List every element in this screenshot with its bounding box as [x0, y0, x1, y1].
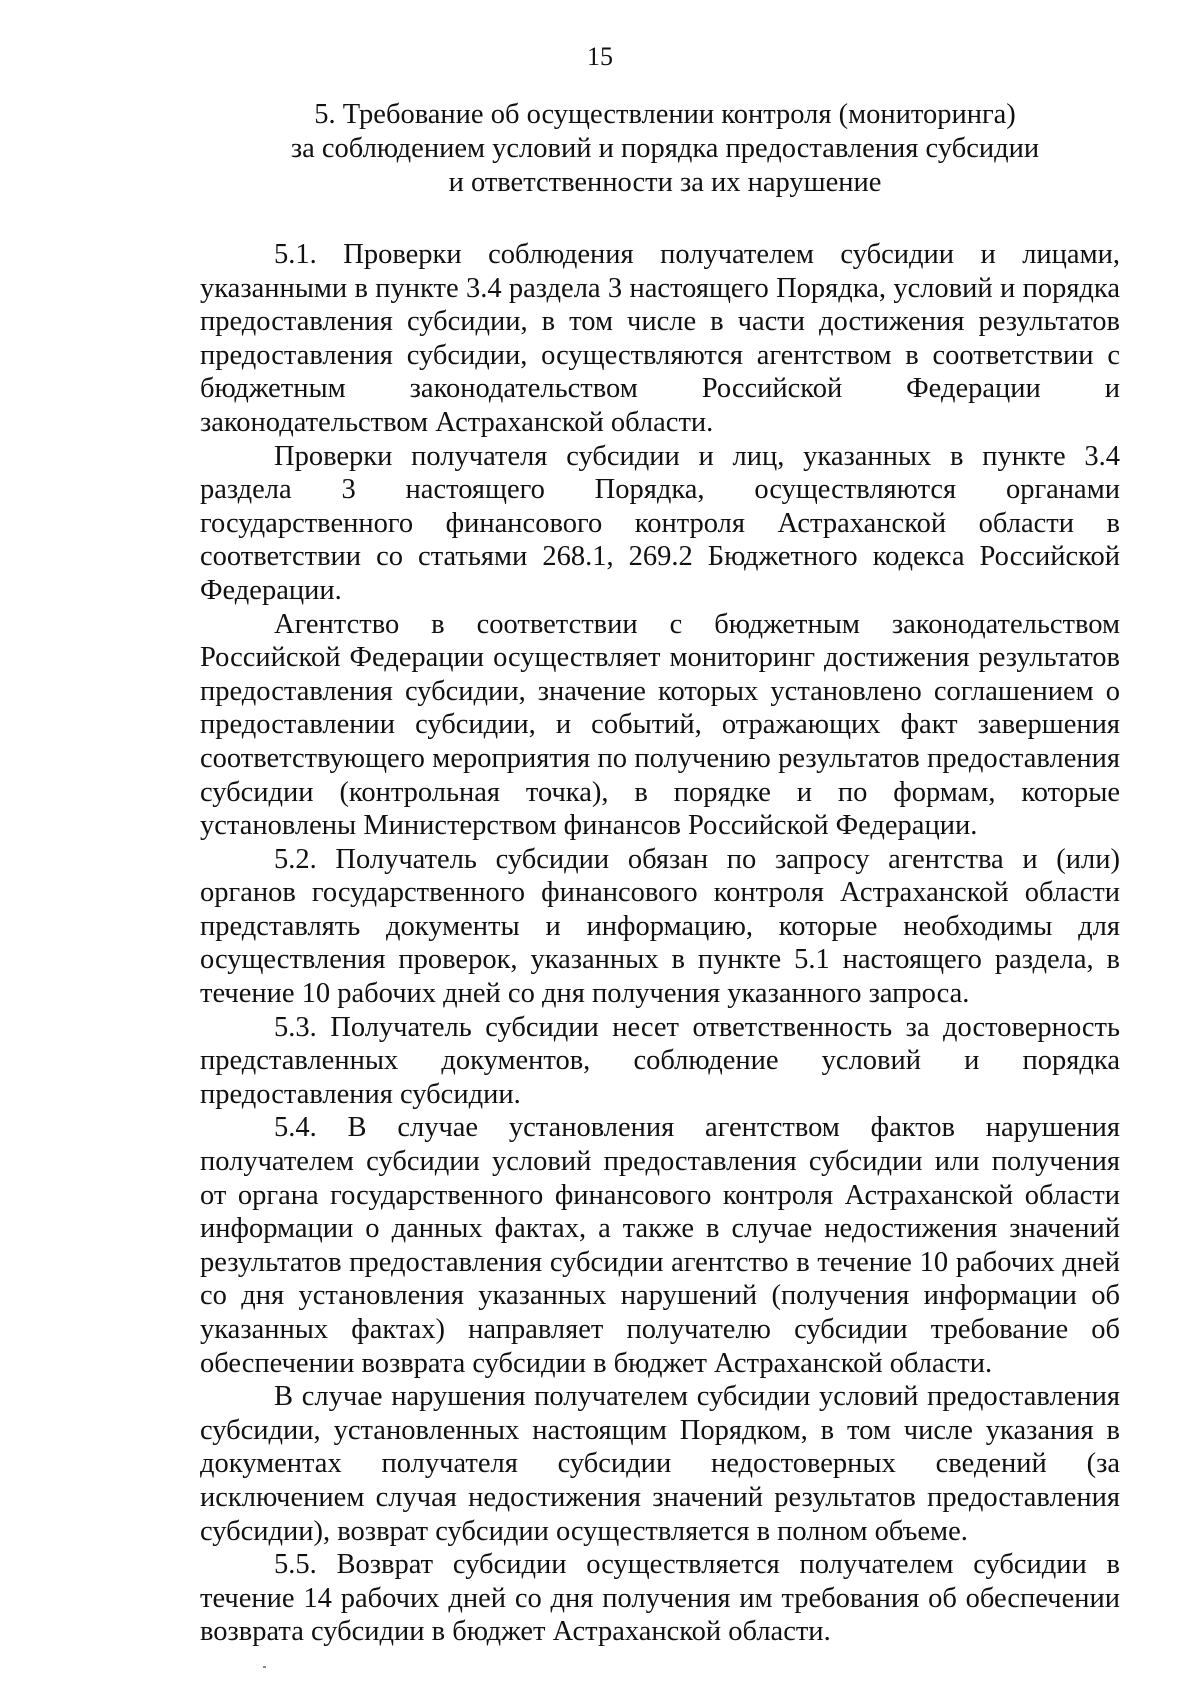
paragraph-5-4-violation: В случае нарушения получателем субсидии условий предоставления субсидии, установленных настоящим Порядком, в том числе указания в документах получателя субсидии недостоверных сведений (за исключением случая недостижения значений результатов предоставления субсидии), возврат субсидии осуществляется в полном объеме.	[200, 1381, 1120, 1547]
section-heading-line-3: и ответственности за их нарушение	[448, 167, 882, 198]
paragraph-5-5: 5.5. Возврат субсидии осуществляется получателем субсидии в течение 14 рабочих дней со дня получения им требования об обеспечении возврата субсидии в бюджет Астраханской области.	[200, 1549, 1120, 1648]
section-heading	[200, 98, 1130, 200]
paragraph-5-4: 5.4. В случае установления агентством фактов нарушения получателем субсидии условий предоставления субсидии или получения от органа государственного финансового контроля Астраханской области информации о данных фактах, а также в случае недостижения значений результатов предоставления субсидии агентство в течение 10 рабочих дней со дня установления указанных нарушений (получения информации об указанных фактах) направляет получателю субсидии требование об обеспечении возврата субсидии в бюджет Астраханской области.	[200, 1112, 1120, 1379]
paragraph-5-1-checks: Проверки получателя субсидии и лиц, указанных в пункте 3.4 раздела 3 настоящего Порядка, осуществляются органами государственного финансового контроля Астраханской области в соответствии со статьями 268.1, 269.2 Бюджетного кодекса Российской Федерации.	[200, 440, 1120, 606]
paragraph-5-1-monitoring: Агентство в соответствии с бюджетным законодательством Российской Федерации осуществляет мониторинг достижения результатов предоставления субсидии, значение которых установлено соглашением о предоставлении субсидии, и событий, отражающих факт завершения соответствующего мероприятия по получению результатов предоставления субсидии (контрольная точка), в порядке и по формам, которые установлены Министерством финансов Российской Федерации.	[200, 608, 1120, 842]
page-number: 15	[587, 42, 613, 71]
paragraph-5-3: 5.3. Получатель субсидии несет ответственность за достоверность представленных документов, соблюдение условий и порядка предоставления субсидии.	[200, 1011, 1120, 1110]
section-heading-line-2: за соблюдением условий и порядка предоставления субсидии	[290, 133, 1040, 164]
scan-speck	[263, 1666, 266, 1668]
paragraph-5-2: 5.2. Получатель субсидии обязан по запросу агентства и (или) органов государственного финансового контроля Астраханской области представлять документы и информацию, которые необходимы для осуществления проверок, указанных в пункте 5.1 настоящего раздела, в течение 10 рабочих дней со дня получения указанного запроса.	[200, 843, 1120, 1010]
section-heading-line-1: 5. Требование об осуществлении контроля (мониторинга)	[314, 99, 1016, 130]
paragraph-5-1: 5.1. Проверки соблюдения получателем субсидии и лицами, указанными в пункте 3.4 раздела 3 настоящего Порядка, условий и порядка предоставления субсидии, в том числе в части достижения результатов предоставления субсидии, осуществляются агентством в соответствии с бюджетным законодательством Российской Федерации и законодательством Астраханской области.	[200, 239, 1120, 438]
document-body	[200, 238, 1120, 1649]
